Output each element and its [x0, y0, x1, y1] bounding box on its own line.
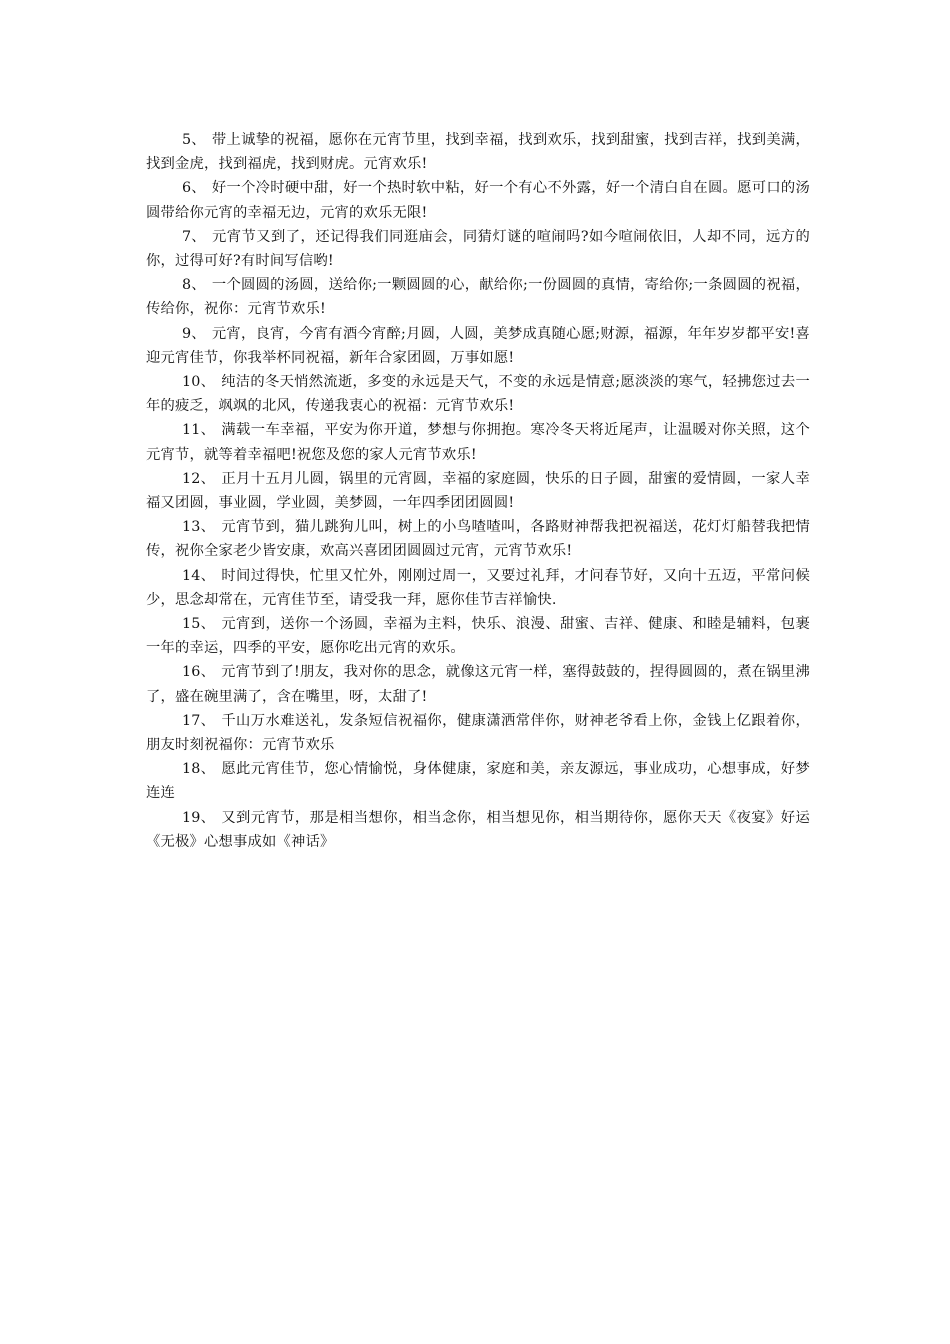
- list-item: [146, 467, 810, 515]
- item-number: 17、: [182, 712, 216, 729]
- item-text: 元宵到，送你一个汤圆，幸福为主料，快乐、浪漫、甜蜜、吉祥、健康、和睦是辅料，包裹一年的幸运，四季的平安，愿你吃出元宵的欢乐。: [146, 616, 810, 657]
- list-item: [146, 515, 810, 563]
- item-text: 纯洁的冬天悄然流逝，多变的永远是天气，不变的永远是情意;愿淡淡的寒气，轻拂您过去一年的疲乏，飒飒的北风，传递我衷心的祝福：元宵节欢乐!: [146, 374, 810, 415]
- list-item: [146, 176, 810, 224]
- item-number: 12、: [182, 470, 216, 487]
- list-item: [146, 128, 810, 176]
- item-number: 7、: [182, 228, 206, 245]
- list-item: [146, 418, 810, 466]
- item-text: 正月十五月儿圆，锅里的元宵圆，幸福的家庭圆，快乐的日子圆，甜蜜的爱情圆，一家人幸福又团圆，事业圆，学业圆，美梦圆，一年四季团团圆圆!: [146, 470, 810, 512]
- item-number: 9、: [182, 325, 206, 342]
- item-text: 千山万水难送礼，发条短信祝福你，健康潇洒常伴你，财神老爷看上你，金钱上亿跟着你，朋友时刻祝福你：元宵节欢乐: [146, 712, 810, 754]
- item-number: 15、: [182, 616, 216, 633]
- list-item: [146, 225, 810, 273]
- list-item: [146, 322, 810, 370]
- item-number: 18、: [182, 761, 216, 778]
- item-number: 5、: [182, 132, 206, 148]
- list-item: [146, 612, 810, 660]
- document-body: [146, 128, 810, 854]
- list-item: [146, 370, 810, 418]
- item-text: 时间过得快，忙里又忙外，刚刚过周一，又要过礼拜，才问春节好，又向十五迈，平常问候少，思念却常在，元宵佳节至，请受我一拜，愿你佳节吉祥愉快.: [146, 567, 810, 608]
- item-number: 6、: [182, 180, 206, 197]
- item-number: 14、: [182, 567, 216, 584]
- item-text: 一个圆圆的汤圆，送给你;一颗圆圆的心，献给你;一份圆圆的真情，寄给你;一条圆圆的祝福，传给你，祝你：元宵节欢乐!: [146, 277, 810, 318]
- item-number: 16、: [182, 664, 216, 681]
- item-text: 元宵节又到了，还记得我们同逛庙会，同猜灯谜的喧闹吗?如今喧闹依旧，人却不同，远方的你，过得可好?有时间写信哟!: [146, 228, 810, 270]
- item-number: 19、: [182, 809, 216, 826]
- item-number: 11、: [182, 422, 216, 439]
- item-text: 带上诚挚的祝福，愿你在元宵节里，找到幸福，找到欢乐，找到甜蜜，找到吉祥，找到美满，找到金虎，找到福虎，找到财虎。元宵欢乐!: [146, 132, 810, 173]
- list-item: [146, 273, 810, 321]
- list-item: [146, 709, 810, 757]
- list-item: [146, 660, 810, 708]
- item-number: 10、: [182, 374, 216, 391]
- item-number: 8、: [182, 277, 206, 294]
- item-text: 好一个冷时硬中甜，好一个热时软中粘，好一个有心不外露，好一个清白自在圆。愿可口的汤圆带给你元宵的幸福无边，元宵的欢乐无限!: [146, 180, 810, 221]
- list-item: [146, 757, 810, 805]
- item-text: 满载一车幸福，平安为你开道，梦想与你拥抱。寒冷冬天将近尾声，让温暖对你关照，这个元宵节，就等着幸福吧!祝您及您的家人元宵节欢乐!: [146, 422, 810, 463]
- list-item: [146, 564, 810, 612]
- list-item: [146, 806, 810, 854]
- item-text: 又到元宵节，那是相当想你，相当念你，相当想见你，相当期待你，愿你天天《夜宴》好运《无极》心想事成如《神话》: [146, 809, 810, 850]
- item-number: 13、: [182, 519, 216, 536]
- item-text: 元宵节到，猫儿跳狗儿叫，树上的小鸟喳喳叫，各路财神帮我把祝福送，花灯灯船替我把情传，祝你全家老少皆安康，欢高兴喜团团圆圆过元宵，元宵节欢乐!: [146, 519, 810, 560]
- item-text: 元宵节到了!朋友，我对你的思念，就像这元宵一样，塞得鼓鼓的，捏得圆圆的，煮在锅里沸了，盛在碗里满了，含在嘴里，呀，太甜了!: [146, 664, 810, 705]
- item-text: 元宵，良宵，今宵有酒今宵醉;月圆，人圆，美梦成真随心愿;财源，福源，年年岁岁都平安!喜迎元宵佳节，你我举杯同祝福，新年合家团圆，万事如愿!: [146, 325, 810, 366]
- item-text: 愿此元宵佳节，您心情愉悦，身体健康，家庭和美，亲友源远，事业成功，心想事成，好梦连连: [146, 761, 810, 802]
